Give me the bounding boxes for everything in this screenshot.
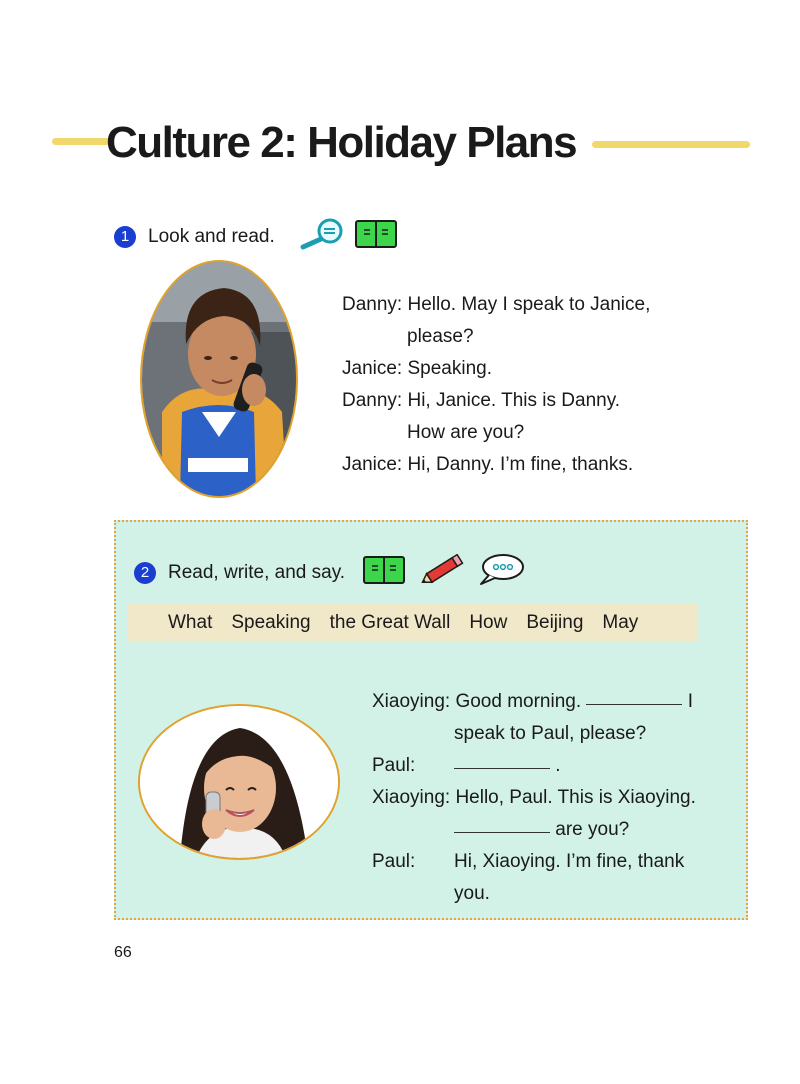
- dialogue-continuation: please?: [407, 326, 474, 347]
- dialogue-continuation: How are you?: [407, 422, 525, 443]
- page-number: 66: [114, 944, 132, 961]
- dialogue-line: [372, 782, 696, 814]
- dialogue-text: are you?: [555, 819, 630, 840]
- dialogue-continuation: speak to Paul, please?: [454, 723, 647, 744]
- dialogue-line: [372, 686, 696, 718]
- word-bank-item: May: [602, 612, 639, 633]
- dialogue-2: [372, 686, 696, 910]
- dialogue-continuation: [372, 814, 696, 846]
- dialogue-text: Hello, Paul. This is Xiaoying.: [455, 787, 696, 808]
- brush-stroke-left: [52, 138, 110, 145]
- dialogue-1: [342, 289, 650, 481]
- answer-blank[interactable]: [454, 814, 550, 833]
- dialogue-line: [342, 385, 650, 417]
- book-icon: [355, 220, 397, 253]
- answer-blank[interactable]: [454, 750, 550, 769]
- dialogue-text: Hi, Janice. This is Danny.: [407, 390, 621, 411]
- section-2-number: 2: [134, 562, 156, 584]
- section-1-header: [114, 218, 397, 255]
- speaker-label: Paul:: [372, 851, 416, 872]
- speaker-label: Janice:: [342, 454, 403, 475]
- dialogue-text: .: [555, 755, 561, 776]
- dialogue-continuation: you.: [454, 883, 490, 904]
- dialogue-text: Good morning.: [455, 691, 582, 712]
- section-2-instruction: Read, write, and say.: [168, 561, 346, 583]
- speaker-label: Xiaoying:: [372, 691, 451, 712]
- word-bank-item: Speaking: [231, 612, 311, 633]
- boy-on-phone-photo: [140, 260, 298, 498]
- dialogue-line: [372, 750, 696, 782]
- dialogue-text: I: [687, 691, 693, 712]
- word-bank-item: What: [168, 612, 213, 633]
- speaker-label: Janice:: [342, 358, 403, 379]
- book-icon: [363, 556, 405, 589]
- page-title: Culture 2: Holiday Plans: [106, 118, 577, 167]
- speaker-label: Danny:: [342, 390, 403, 411]
- dialogue-text: Hi, Danny. I’m fine, thanks.: [407, 454, 634, 475]
- pencil-icon: [419, 554, 465, 591]
- dialogue-line: [342, 353, 650, 385]
- dialogue-text: Hi, Xiaoying. I’m fine, thank: [454, 851, 685, 872]
- word-bank-item: the Great Wall: [329, 612, 451, 633]
- speaker-label: Xiaoying:: [372, 787, 451, 808]
- section-2-header: [134, 553, 525, 592]
- word-bank-item: How: [469, 612, 508, 633]
- dialogue-line: [372, 846, 696, 878]
- section-1-number: 1: [114, 226, 136, 248]
- magnifier-icon: [299, 218, 345, 255]
- speaker-label: Paul:: [372, 755, 416, 776]
- dialogue-line: [342, 449, 650, 481]
- brush-stroke-right: [592, 141, 750, 148]
- dialogue-text: Hello. May I speak to Janice,: [407, 294, 651, 315]
- dialogue-text: Speaking.: [407, 358, 492, 379]
- speech-bubble-icon: [477, 553, 525, 592]
- word-bank-item: Beijing: [526, 612, 584, 633]
- girl-on-phone-photo: [138, 704, 340, 860]
- dialogue-line: [342, 289, 650, 321]
- section-1-instruction: Look and read.: [148, 225, 275, 247]
- speaker-label: Danny:: [342, 294, 403, 315]
- answer-blank[interactable]: [586, 686, 682, 705]
- word-bank: [128, 604, 698, 642]
